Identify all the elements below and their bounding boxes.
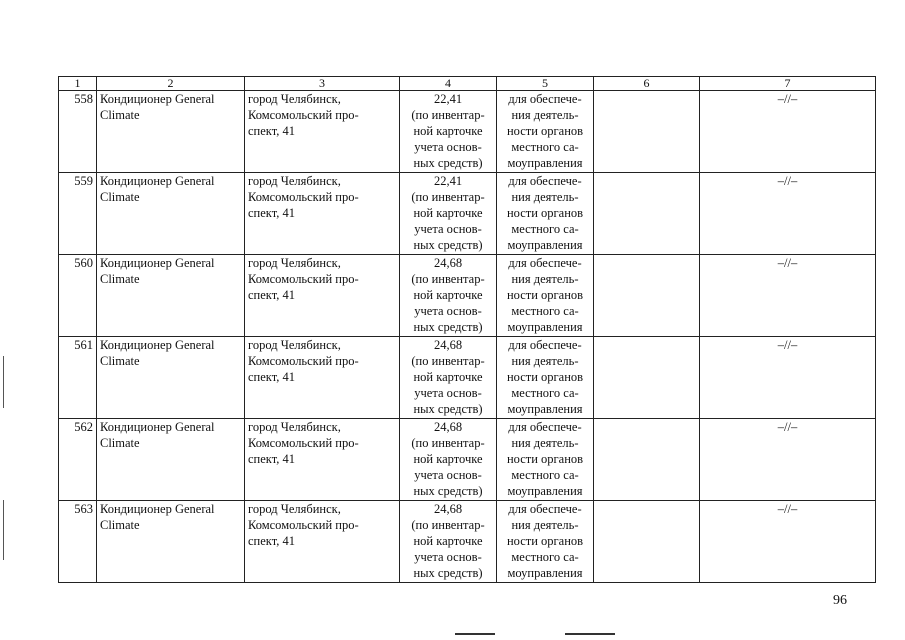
cell-line: ных средств) — [413, 320, 483, 334]
cell-line: ности органов — [506, 452, 584, 466]
column6-cell — [594, 173, 700, 255]
cell-line: ной карточке — [413, 534, 483, 548]
column-header: 3 — [245, 77, 400, 91]
table-row — [59, 91, 876, 173]
cell-line: учета основ- — [414, 386, 482, 400]
value-cell — [400, 173, 497, 255]
cell-line: моуправления — [507, 156, 583, 170]
column7-cell: –//– — [700, 501, 876, 583]
cell-line: (по инвентар- — [411, 272, 485, 286]
cell-line: ности органов — [506, 206, 584, 220]
cell-line: местного са- — [511, 468, 579, 482]
cell-line: ных средств) — [413, 238, 483, 252]
item-name-cell — [97, 173, 245, 255]
cell-line: город Челябинск, — [248, 338, 341, 352]
cell-line: 24,68 — [433, 502, 463, 516]
cell-line: Комсомольский про- — [248, 190, 359, 204]
row-number: 559 — [59, 173, 97, 255]
purpose-cell — [497, 91, 594, 173]
cell-line: 24,68 — [433, 256, 463, 270]
row-number: 560 — [59, 255, 97, 337]
column6-cell — [594, 255, 700, 337]
column7-cell: –//– — [700, 91, 876, 173]
cell-line: Кондиционер General — [100, 420, 215, 434]
column-header: 2 — [97, 77, 245, 91]
cell-line: Кондиционер General — [100, 92, 215, 106]
column6-cell — [594, 501, 700, 583]
scan-artifact — [565, 633, 615, 635]
table-row — [59, 255, 876, 337]
cell-line: ной карточке — [413, 370, 483, 384]
column-header: 7 — [700, 77, 876, 91]
cell-line: ности органов — [506, 124, 584, 138]
cell-line: местного са- — [511, 222, 579, 236]
column-header: 1 — [59, 77, 97, 91]
cell-line: 24,68 — [433, 420, 463, 434]
cell-line: (по инвентар- — [411, 108, 485, 122]
column-header: 4 — [400, 77, 497, 91]
cell-line: (по инвентар- — [411, 190, 485, 204]
column7-cell: –//– — [700, 255, 876, 337]
cell-line: (по инвентар- — [411, 354, 485, 368]
item-name-cell — [97, 337, 245, 419]
cell-line: для обеспече- — [508, 420, 582, 434]
cell-line: ной карточке — [413, 452, 483, 466]
cell-line: для обеспече- — [508, 92, 582, 106]
cell-line: 24,68 — [433, 338, 463, 352]
row-number: 561 — [59, 337, 97, 419]
cell-line: (по инвентар- — [411, 518, 485, 532]
cell-line: ния деятель- — [511, 108, 579, 122]
cell-line: Комсомольский про- — [248, 272, 359, 286]
cell-line: 22,41 — [433, 92, 463, 106]
cell-line: местного са- — [511, 304, 579, 318]
row-number: 563 — [59, 501, 97, 583]
column-header: 5 — [497, 77, 594, 91]
cell-line: Climate — [100, 108, 140, 122]
address-cell — [245, 91, 400, 173]
purpose-cell — [497, 173, 594, 255]
cell-line: ности органов — [506, 534, 584, 548]
column6-cell — [594, 337, 700, 419]
address-cell — [245, 337, 400, 419]
cell-line: ния деятель- — [511, 518, 579, 532]
value-cell — [400, 501, 497, 583]
cell-line: спект, 41 — [248, 452, 295, 466]
cell-line: спект, 41 — [248, 370, 295, 384]
cell-line: моуправления — [507, 320, 583, 334]
purpose-cell — [497, 255, 594, 337]
scan-artifact — [455, 633, 495, 635]
column7-cell: –//– — [700, 173, 876, 255]
item-name-cell — [97, 419, 245, 501]
cell-line: для обеспече- — [508, 338, 582, 352]
cell-line: Комсомольский про- — [248, 436, 359, 450]
column7-cell: –//– — [700, 419, 876, 501]
cell-line: Комсомольский про- — [248, 354, 359, 368]
cell-line: для обеспече- — [508, 174, 582, 188]
address-cell — [245, 419, 400, 501]
cell-line: для обеспече- — [508, 256, 582, 270]
cell-line: ной карточке — [413, 206, 483, 220]
address-cell — [245, 501, 400, 583]
table-row — [59, 419, 876, 501]
column7-cell: –//– — [700, 337, 876, 419]
column6-cell — [594, 419, 700, 501]
cell-line: местного са- — [511, 140, 579, 154]
cell-line: учета основ- — [414, 140, 482, 154]
cell-line: ния деятель- — [511, 272, 579, 286]
cell-line: учета основ- — [414, 550, 482, 564]
scan-margin-mark — [3, 356, 4, 408]
cell-line: город Челябинск, — [248, 174, 341, 188]
page-number: 96 — [833, 593, 847, 608]
cell-line: моуправления — [507, 402, 583, 416]
cell-line: местного са- — [511, 550, 579, 564]
item-name-cell — [97, 501, 245, 583]
column6-cell — [594, 91, 700, 173]
cell-line: для обеспече- — [508, 502, 582, 516]
cell-line: Комсомольский про- — [248, 108, 359, 122]
cell-line: город Челябинск, — [248, 256, 341, 270]
cell-line: спект, 41 — [248, 124, 295, 138]
purpose-cell — [497, 337, 594, 419]
scan-margin-mark — [3, 500, 4, 560]
cell-line: Climate — [100, 272, 140, 286]
cell-line: Кондиционер General — [100, 256, 215, 270]
cell-line: Climate — [100, 190, 140, 204]
cell-line: Climate — [100, 436, 140, 450]
table-row — [59, 337, 876, 419]
cell-line: ности органов — [506, 288, 584, 302]
address-cell — [245, 173, 400, 255]
cell-line: учета основ- — [414, 468, 482, 482]
cell-line: моуправления — [507, 566, 583, 580]
table-row — [59, 173, 876, 255]
purpose-cell — [497, 501, 594, 583]
cell-line: учета основ- — [414, 304, 482, 318]
cell-line: моуправления — [507, 238, 583, 252]
cell-line: спект, 41 — [248, 534, 295, 548]
cell-line: местного са- — [511, 386, 579, 400]
cell-line: ных средств) — [413, 484, 483, 498]
cell-line: спект, 41 — [248, 206, 295, 220]
cell-line: город Челябинск, — [248, 502, 341, 516]
cell-line: Climate — [100, 518, 140, 532]
cell-line: Кондиционер General — [100, 338, 215, 352]
cell-line: спект, 41 — [248, 288, 295, 302]
cell-line: Комсомольский про- — [248, 518, 359, 532]
cell-line: ных средств) — [413, 566, 483, 580]
cell-line: Кондиционер General — [100, 502, 215, 516]
address-cell — [245, 255, 400, 337]
cell-line: город Челябинск, — [248, 420, 341, 434]
property-table — [58, 76, 876, 583]
row-number: 558 — [59, 91, 97, 173]
row-number: 562 — [59, 419, 97, 501]
item-name-cell — [97, 91, 245, 173]
table-row — [59, 501, 876, 583]
value-cell — [400, 255, 497, 337]
value-cell — [400, 91, 497, 173]
value-cell — [400, 419, 497, 501]
cell-line: 22,41 — [433, 174, 463, 188]
cell-line: ных средств) — [413, 402, 483, 416]
column-header: 6 — [594, 77, 700, 91]
header-row — [59, 77, 876, 91]
cell-line: ных средств) — [413, 156, 483, 170]
value-cell — [400, 337, 497, 419]
cell-line: ности органов — [506, 370, 584, 384]
item-name-cell — [97, 255, 245, 337]
cell-line: Кондиционер General — [100, 174, 215, 188]
cell-line: (по инвентар- — [411, 436, 485, 450]
cell-line: ной карточке — [413, 124, 483, 138]
cell-line: ния деятель- — [511, 436, 579, 450]
cell-line: Climate — [100, 354, 140, 368]
cell-line: учета основ- — [414, 222, 482, 236]
cell-line: ния деятель- — [511, 354, 579, 368]
cell-line: ния деятель- — [511, 190, 579, 204]
cell-line: моуправления — [507, 484, 583, 498]
cell-line: город Челябинск, — [248, 92, 341, 106]
purpose-cell — [497, 419, 594, 501]
cell-line: ной карточке — [413, 288, 483, 302]
